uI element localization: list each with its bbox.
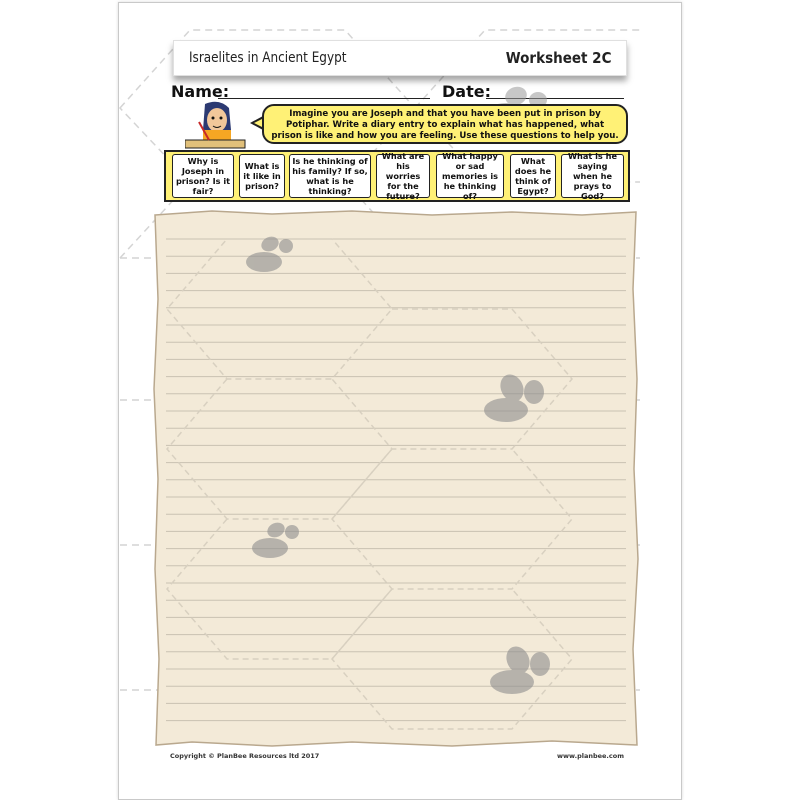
question-card: Why is Joseph in prison? Is it fair? [172,154,234,198]
instruction-bubble: Imagine you are Joseph and that you have been put in prison by Potiphar. Write a diary entry to explain what has happened, what prison is like and how you are feeling. Use these questions to help you. [262,104,628,144]
bee-watermark-icon [464,368,554,438]
bee-watermark-icon [234,232,304,282]
question-card: What is he saying when he prays to God? [561,154,624,198]
question-card: What happy or sad memories is he thinking of? [436,154,504,198]
copyright-text: Copyright © PlanBee Resources ltd 2017 [170,752,320,760]
writing-area[interactable] [152,209,639,749]
bee-watermark-icon [240,518,310,568]
name-label: Name: [171,82,230,101]
question-card: What is it like in prison? [239,154,285,198]
worksheet-topic: Israelites in Ancient Egypt [189,50,347,66]
bee-watermark-icon [470,640,560,710]
title-banner [173,40,627,76]
question-card: What are his worries for the future? [376,154,430,198]
question-card: What does he think of Egypt? [510,154,556,198]
worksheet-number: Worksheet 2C [505,49,611,67]
date-label: Date: [442,82,491,101]
website-text: www.planbee.com [557,752,624,760]
question-card: Is he thinking of his family? If so, what is he thinking? [289,154,371,198]
question-bar [164,150,630,202]
name-field-line[interactable] [218,98,430,99]
